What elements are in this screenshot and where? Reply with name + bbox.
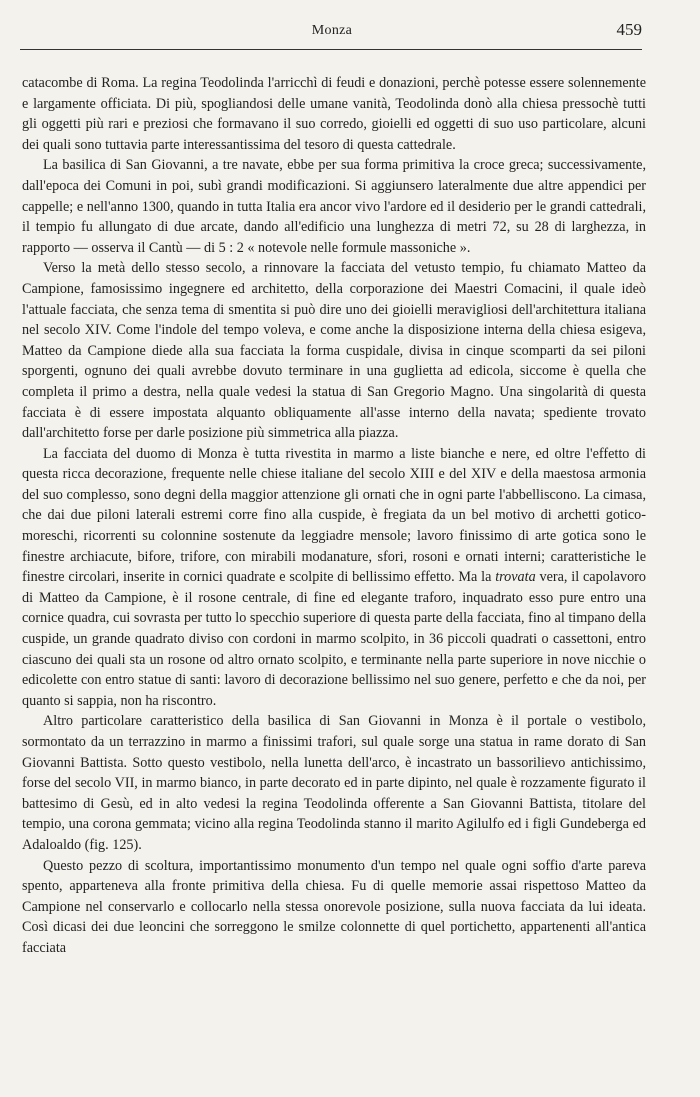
paragraph-1: catacombe di Roma. La regina Teodolinda l'arricchì di feudi e donazioni, perchè potesse essere solennemente e largamente officiata. Di più, spogliandosi delle umane vanità, Teodolinda donò alla chiesa pressochè tutti gli oggetti più rari e preziosi che formavano il suo corredo, gioielli ed oggetti di suo uso particolare, alcuni dei quali sono tuttavia parte interessantissima del tesoro di questa cattedrale.	[22, 75, 646, 153]
paragraph-4-part-2: vera, il capolavoro di Matteo da Campione, è il rosone centrale, di fine ed elegante traforo, inquadrato esso pure entro una cornice quadra, cui sovrasta per tutto lo specchio superiore di questa parte della facciata, fino al timpano della cuspide, un grande quadrato diviso con cordoni in marmo scolpito, in 36 piccoli quadrati o cassettoni, entro ciascuno dei quali sta un rosone od altro ornato scolpito, e terminante nella parte superiore in nove nicchie o edicolette con entro statue di santi: lavoro di decorazione bellissimo nel suo genere, perfetto e che da noi, per quanto si sappia, non ha riscontro.	[22, 569, 646, 709]
paragraph-5: Altro particolare caratteristico della basilica di San Giovanni in Monza è il portale o vestibolo, sormontato da un terrazzino in marmo a finissimi trafori, sul quale sorge una statua in rame dorato di San Giovanni Battista. Sotto questo vestibolo, nella lunetta dell'arco, è incastrato un bassorilievo antichissimo, forse del secolo VII, in marmo bianco, in parte decorato ed in parte dipinto, nel quale è rozzamente figurato il battesimo di Gesù, ed in alto vedesi la regina Teodolinda offerente a San Giovanni Battista, titolare del tempio, una corona gemmata; vicino alla regina Teodolinda stanno il marito Agilulfo ed i figli Gundeberga ed Adaloaldo (fig. 125).	[22, 713, 646, 853]
paragraph-6: Questo pezzo di scoltura, importantissimo monumento d'un tempo nel quale ogni soffio d'arte pareva spento, apparteneva alla fronte primitiva della chiesa. Fu di quelle memorie assai rispettoso Matteo da Campione nel conservarlo e collocarlo nella stessa onorevole posizione, sulla nuova facciata da lui ideata. Così dicasi dei due leoncini che sorreggono le smilze colonnette di quel portichetto, appartenenti all'antica facciata	[22, 857, 646, 956]
paragraph-3: Verso la metà dello stesso secolo, a rinnovare la facciata del vetusto tempio, fu chiamato Matteo da Campione, famosissimo ingegnere ed architetto, della corporazione dei Maestri Comacini, il quale ideò l'attuale facciata, che senza tema di smentita si può dire uno dei gioielli meravigliosi dell'architettura italiana nel secolo XIV. Come l'indole del tempo voleva, e come anche la disposizione interna della chiesa esigeva, Matteo da Campione diede alla sua facciata la forma cuspidale, divisa in cinque scomparti da sei piloni sporgenti, ognuno dei quali avrebbe dovuto terminare in una guglietta ad edicola, siccome è quella che completa il primo a destra, nella quale vedesi la statua di San Gregorio Magno. Una singolarità di questa facciata è di essere impostata alquanto obliquamente all'asse interno della navata; spediente trovato dall'architetto forse per darle posizione più simmetrica alla piazza.	[22, 260, 646, 442]
paragraph-4-part-1: La facciata del duomo di Monza è tutta rivestita in marmo a liste bianche e nere, ed oltre l'effetto di questa ricca decorazione, frequente nelle chiese italiane del secolo XIII e del XIV e della maestosa armonia del suo complesso, sono degni della maggior attenzione gli ornati che in ogni parte l'abbelliscono. La cimasa, che dai due piloni laterali estremi corre fino alla cuspide, è fregiata da un bel motivo di archetti gotico-moreschi, ricorrenti su colonnine sostenute da leggiadre mensole; lavoro finissimo di arte gotica sono le finestre archiacute, bifore, trifore, con mirabili modanature, sfori, rosoni e ornati interni; caratteristiche le finestre circolari, inserite in cornici quadrate e scolpite di bellissimo effetto. Ma la	[22, 445, 646, 586]
paragraph-2: La basilica di San Giovanni, a tre navate, ebbe per sua forma primitiva la croce greca; successivamente, dall'epoca dei Comuni in poi, subì grandi modificazioni. Si aggiunsero lateralmente due altre appendici per cappelle; e nell'anno 1300, quando in tutta Italia era ancor vivo l'ardore ed il desiderio per le grandi cattedrali, il tempio fu allungato di due arcate, dando all'edificio una lunghezza di metri 72, su 28 di larghezza, in rapporto — osserva il Cantù — di 5 : 2 « notevole nelle formule massoniche ».	[22, 157, 646, 256]
page-number: 459	[616, 20, 642, 39]
paragraph-4-emphasis: trovata	[495, 569, 536, 586]
body-text	[22, 73, 646, 959]
header-rule	[20, 49, 642, 50]
running-title: Monza	[311, 23, 353, 38]
running-head	[22, 20, 642, 46]
paragraph-4	[22, 444, 646, 712]
